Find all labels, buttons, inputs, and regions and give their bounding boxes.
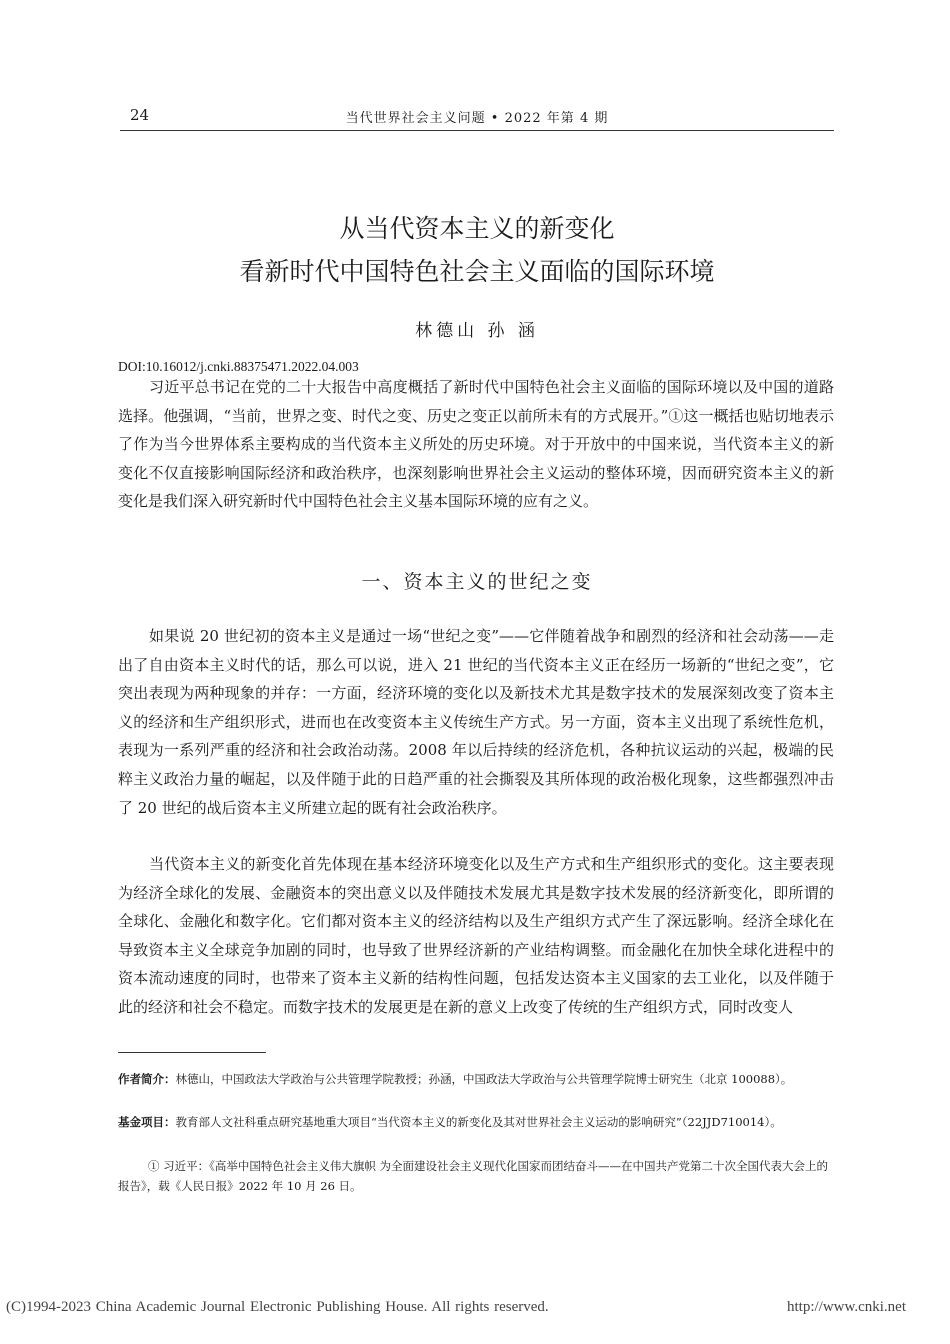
fund-note-text: 教育部人文社科重点研究基地重大项目“当代资本主义的新变化及其对世界社会主义运动的影响研究”（22JJD710014）。	[175, 1115, 782, 1129]
author-note-label: 作者简介：	[118, 1072, 176, 1086]
citation-text: 习近平：《高举中国特色社会主义伟大旗帜 为全面建设社会主义现代化国家而团结奋斗——在中国共产党第二十次全国代表大会上的报告》，载《人民日报》2022 年 10 月 26 日。	[118, 1159, 829, 1193]
copyright-text: (C)1994-2023 China Academic Journal Electronic Publishing House. All rights reserved.	[6, 1299, 549, 1315]
cnki-link[interactable]: http://www.cnki.net	[786, 1299, 906, 1315]
doi: DOI:10.16012/j.cnki.88375471.2022.04.003	[118, 359, 359, 374]
footnote-divider	[118, 1052, 266, 1053]
intro-paragraph: 习近平总书记在党的二十大报告中高度概括了新时代中国特色社会主义面临的国际环境以及中国的道路选择。他强调，“当前，世界之变、时代之变、历史之变正以前所未有的方式展开。”①这一概括也贴切地表示了作为当今世界体系主要构成的当代资本主义所处的历史环境。对于开放中的中国来说，当代资本主义的新变化不仅直接影响国际经济和政治秩序，也深刻影响世界社会主义运动的整体环境，因而研究资本主义的新变化是我们深入研究新时代中国特色社会主义基本国际环境的应有之义。	[118, 378, 834, 511]
authors: 林德山 孙 涵	[415, 321, 539, 341]
fund-note	[118, 1112, 920, 1132]
fund-note-label: 基金项目：	[118, 1115, 176, 1129]
body-paragraph-2: 当代资本主义的新变化首先体现在基本经济环境变化以及生产方式和生产组织形式的变化。这主要表现为经济全球化的发展、金融资本的突出意义以及伴随技术发展尤其是数字技术发展的经济新变化，即所谓的全球化、金融化和数字化。它们都对资本主义的经济结构以及生产组织方式产生了深远影响。经济全球化在导致资本主义全球竞争加剧的同时，也导致了世界经济新的产业结构调整。而金融化在加快全球化进程中的资本流动速度的同时，也带来了资本主义新的结构性问题，包括发达资本主义国家的去工业化，以及伴随于此的经济和社会不稳定。而数字技术的发展更是在新的意义上改变了传统的生产组织方式，同时改变人	[118, 855, 834, 1016]
running-header	[120, 100, 834, 131]
body-paragraph-1: 如果说 20 世纪初的资本主义是通过一场“世纪之变”——它伴随着战争和剧烈的经济和社会动荡——走出了自由资本主义时代的话，那么可以说，进入 21 世纪的当代资本主义正在经历一场新的“世纪之变”，它突出表现为两种现象的并存：一方面，经济环境的变化以及新技术尤其是数字技术的发展深刻改变了资本主义的经济和生产组织形式，进而也在改变资本主义传统生产方式。另一方面，资本主义出现了系统性危机，表现为一系列严重的经济和社会政治动荡。2008 年以后持续的经济危机，各种抗议运动的兴起，极端的民粹主义政治力量的崛起，以及伴随于此的日趋严重的社会撕裂及其所体现的政治极化现象，这些都强烈冲击了 20 世纪的战后资本主义所建立起的既有社会政治秩序。	[118, 627, 834, 817]
section-heading: 一、资本主义的世纪之变	[361, 571, 593, 593]
page-number: 24	[130, 106, 150, 124]
copyright-footer	[6, 1299, 906, 1316]
citation-footnote	[118, 1156, 834, 1196]
author-note	[118, 1069, 920, 1089]
article-title-line-2: 看新时代中国特色社会主义面临的国际环境	[239, 257, 715, 286]
citation-marker: ①	[148, 1159, 160, 1173]
author-note-text: 林德山，中国政法大学政治与公共管理学院教授；孙涵，中国政法大学政治与公共管理学院博士研究生（北京 100088）。	[175, 1072, 793, 1086]
journal-issue: 当代世界社会主义问题 • 2022 年第 4 期	[345, 111, 609, 126]
article-title-line-1: 从当代资本主义的新变化	[339, 214, 615, 243]
